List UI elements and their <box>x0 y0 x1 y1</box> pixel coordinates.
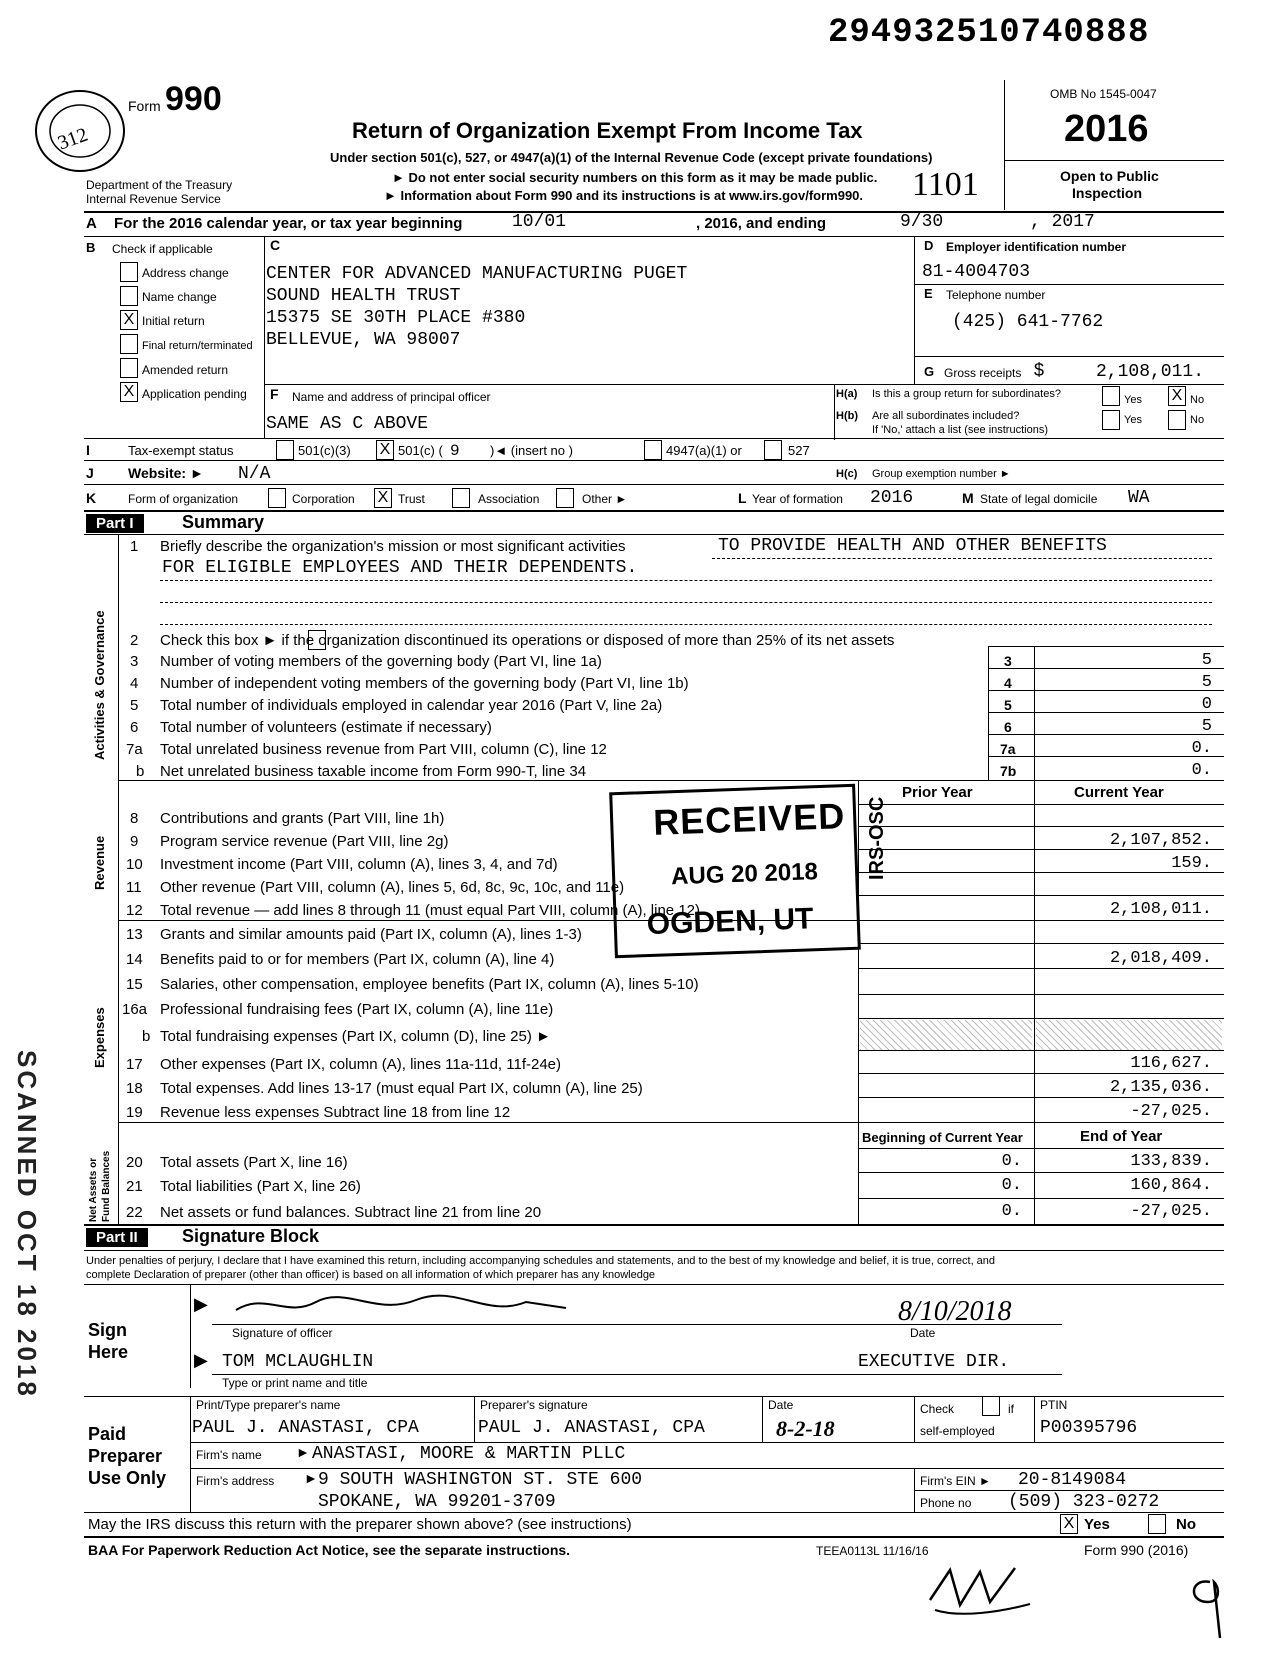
amended-return-checkbox[interactable] <box>120 358 138 378</box>
total-assets-end[interactable]: 133,839. <box>1130 1152 1212 1171</box>
hc-label: H(c) <box>836 468 858 480</box>
ssn-notice: ► Do not enter social security numbers on this form as it may be made public. <box>392 170 878 185</box>
line-j-label: J <box>86 465 94 481</box>
investment-income-current[interactable]: 159. <box>1171 854 1212 873</box>
irs-label: Internal Revenue Service <box>86 192 221 206</box>
discuss-no-label: No <box>1176 1516 1196 1533</box>
org-name-1[interactable]: CENTER FOR ADVANCED MANUFACTURING PUGET <box>266 264 688 284</box>
part2-title: Signature Block <box>182 1226 320 1246</box>
discontinued-checkbox[interactable] <box>308 630 326 650</box>
501c-label: 501(c) ( <box>398 443 443 458</box>
officer-name-value[interactable]: TOM MCLAUGHLIN <box>222 1352 374 1372</box>
mission-line-1[interactable]: TO PROVIDE HEALTH AND OTHER BENEFITS <box>718 536 1107 556</box>
tax-year-begin[interactable]: 10/01 <box>512 212 567 232</box>
year-formation-value[interactable]: 2016 <box>870 488 914 508</box>
form-number: 990 <box>165 80 222 118</box>
handwritten-initials-icon <box>920 1560 1040 1620</box>
line-i-label: I <box>86 442 90 458</box>
hb-label: H(b) <box>836 410 858 422</box>
exp-line-text: Professional fundraising fees (Part IX, column (A), line 11e) <box>160 1001 554 1018</box>
rev-line-text: Investment income (Part VIII, column (A), lines 3, 4, and 7d) <box>160 856 558 873</box>
employees-value[interactable]: 0 <box>1201 695 1212 714</box>
name-title-caption: Type or print name and title <box>222 1376 368 1390</box>
side-label-net-2: Fund Balances <box>101 1150 112 1222</box>
side-label-revenue: Revenue <box>92 835 107 890</box>
volunteers-value[interactable]: 5 <box>1201 717 1212 736</box>
preparer-signature-value[interactable]: PAUL J. ANASTASI, CPA <box>478 1418 705 1438</box>
handwritten-mark: 1101 <box>912 166 979 203</box>
name-change-label: Name change <box>142 290 217 304</box>
org-address-2[interactable]: BELLEVUE, WA 98007 <box>266 330 461 350</box>
col-begin-year: Beginning of Current Year <box>862 1130 1023 1145</box>
part2-tag: Part II <box>86 1228 148 1247</box>
check-if-applicable: Check if applicable <box>112 242 213 256</box>
initial-return-checkbox[interactable]: X <box>120 310 138 330</box>
phone-no-caption: Phone no <box>920 1496 972 1510</box>
hb-text-2: If 'No,' attach a list (see instructions) <box>872 424 1048 436</box>
open-to-public: Open to Public <box>1060 168 1159 184</box>
total-assets-begin[interactable]: 0. <box>1001 1152 1022 1171</box>
gov-line-text: Total number of individuals employed in calendar year 2016 (Part V, line 2a) <box>160 697 663 714</box>
voting-members-value[interactable]: 5 <box>1201 651 1212 670</box>
corporation-checkbox[interactable] <box>268 488 286 508</box>
hb-yes-checkbox[interactable] <box>1102 410 1120 430</box>
tax-year: 2016 <box>1064 108 1149 150</box>
officer-signature-icon[interactable] <box>226 1288 586 1324</box>
527-checkbox[interactable] <box>764 440 782 460</box>
received-stamp <box>609 784 861 958</box>
part1-title: Summary <box>182 512 265 532</box>
exp-line-text: Salaries, other compensation, employee benefits (Part IX, column (A), lines 5-10) <box>160 976 699 993</box>
preparer-name-caption: Print/Type preparer's name <box>196 1398 341 1412</box>
sign-label: Sign <box>88 1320 127 1340</box>
dept-treasury: Department of the Treasury <box>86 178 233 192</box>
exp-line-text: Total expenses. Add lines 13-17 (must equal Part IX, column (A), line 25) <box>160 1080 643 1097</box>
side-label-net-1: Net Assets or <box>88 1157 99 1222</box>
omb-number: OMB No 1545-0047 <box>1050 87 1157 101</box>
website-title: Website: ► <box>128 465 204 481</box>
application-pending-checkbox[interactable]: X <box>120 382 138 402</box>
phone-title: Telephone number <box>946 288 1046 302</box>
initial-return-label: Initial return <box>142 314 205 328</box>
instructions-notice: ► Information about Form 990 and its instructions is at www.irs.gov/form990. <box>384 188 864 203</box>
self-employed-caption: self-employed <box>920 1424 995 1438</box>
perjury-line-2: complete Declaration of preparer (other than officer) is based on all information of which preparer has any knowledge <box>86 1269 656 1281</box>
year-formation-title: Year of formation <box>752 492 843 506</box>
net-line-text: Net assets or fund balances. Subtract line 21 from line 20 <box>160 1204 542 1221</box>
line-a-text: For the 2016 calendar year, or tax year beginning <box>114 215 463 232</box>
officer-date-value[interactable]: 8/10/2018 <box>898 1296 1012 1327</box>
org-address-1[interactable]: 15375 SE 30TH PLACE #380 <box>266 308 526 328</box>
501c-number[interactable]: 9 <box>450 442 460 460</box>
ein-title: Employer identification number <box>946 240 1127 254</box>
tax-year-end-year: , 2017 <box>1030 212 1095 232</box>
form-of-org-title: Form of organization <box>128 492 239 506</box>
gross-title: Gross receipts <box>944 366 1022 380</box>
officer-title: Name and address of principal officer <box>292 390 491 404</box>
gov-line-text: Total unrelated business revenue from Part VIII, column (C), line 12 <box>160 741 607 758</box>
line-m-label: M <box>962 490 974 506</box>
total-revenue-current[interactable]: 2,108,011. <box>1109 900 1212 919</box>
tax-exempt-title: Tax-exempt status <box>128 443 234 458</box>
line-l-label: L <box>738 490 747 506</box>
4947-label: 4947(a)(1) or <box>666 443 742 458</box>
discuss-yes-label: Yes <box>1084 1516 1110 1533</box>
corporation-label: Corporation <box>292 492 355 506</box>
rev-line-text: Program service revenue (Part VIII, line 2g) <box>160 833 449 850</box>
trust-label: Trust <box>398 492 425 506</box>
exp-line-text: Revenue less expenses Subtract line 18 from line 12 <box>160 1104 511 1121</box>
ptin-caption: PTIN <box>1040 1398 1068 1412</box>
footer-baa: BAA For Paperwork Reduction Act Notice, see the separate instructions. <box>88 1542 571 1558</box>
association-label: Association <box>478 492 540 506</box>
side-label-expenses: Expenses <box>92 1007 107 1068</box>
firm-ein-caption: Firm's EIN ► <box>920 1474 991 1488</box>
gross-receipts-value[interactable]: 2,108,011. <box>1096 362 1205 382</box>
line-k-label: K <box>86 490 97 506</box>
rev-line-text: Total revenue — add lines 8 through 11 (must equal Part VIII, column (A), line 12) <box>160 902 700 919</box>
preparer-date-caption: Date <box>768 1398 794 1412</box>
final-return-label: Final return/terminated <box>142 340 253 352</box>
net-line-text: Total liabilities (Part X, line 26) <box>160 1178 361 1195</box>
firm-address-2[interactable]: SPOKANE, WA 99201-3709 <box>318 1492 556 1512</box>
exp-line-text: Total fundraising expenses (Part IX, column (D), line 25) ► <box>160 1028 551 1045</box>
hb-yes-label: Yes <box>1124 414 1142 426</box>
inspection-label: Inspection <box>1072 185 1143 201</box>
part1-tag: Part I <box>86 514 144 533</box>
sign-arrow-icon: ▶ <box>194 1294 208 1314</box>
signature-caption: Signature of officer <box>232 1326 333 1340</box>
tax-year-end[interactable]: 9/30 <box>900 212 944 232</box>
line-a-label: A <box>86 215 97 232</box>
exp-line-text: Grants and similar amounts paid (Part IX, column (A), lines 1-3) <box>160 926 582 943</box>
benefits-paid-current[interactable]: 2,018,409. <box>1109 949 1212 968</box>
total-liabilities-end[interactable]: 160,864. <box>1130 1176 1212 1195</box>
net-assets-end[interactable]: -27,025. <box>1130 1202 1212 1221</box>
trust-checkbox[interactable]: X <box>374 488 392 508</box>
total-liabilities-begin[interactable]: 0. <box>1001 1176 1022 1195</box>
phone-value[interactable]: (425) 641-7762 <box>952 312 1104 332</box>
501c3-checkbox[interactable] <box>276 440 294 460</box>
firm-address-caption: Firm's address <box>196 1474 275 1488</box>
form-label: Form <box>128 98 161 114</box>
application-pending-label: Application pending <box>142 387 247 401</box>
mission-line-2[interactable]: FOR ELIGIBLE EMPLOYEES AND THEIR DEPENDENTS. <box>162 558 638 578</box>
program-service-current[interactable]: 2,107,852. <box>1109 831 1212 850</box>
line-f-label: F <box>270 386 279 402</box>
firm-address-1[interactable]: 9 SOUTH WASHINGTON ST. STE 600 <box>318 1470 643 1490</box>
paid-label: Paid <box>88 1424 127 1444</box>
footer-code: TEEA0113L 11/16/16 <box>816 1544 929 1558</box>
association-checkbox[interactable] <box>452 488 470 508</box>
line-b-label: B <box>86 240 96 255</box>
501c-checkbox[interactable]: X <box>376 440 394 460</box>
line-g-label: G <box>924 364 935 379</box>
seal-number: 312 <box>54 123 91 155</box>
page-number-mark-icon <box>1180 1568 1240 1648</box>
501c-insert: )◄ (insert no ) <box>490 443 573 458</box>
address-change-label: Address change <box>142 266 229 280</box>
org-name-2[interactable]: SOUND HEALTH TRUST <box>266 286 461 306</box>
dln-suffix: 8 <box>1128 14 1149 52</box>
independent-members-value[interactable]: 5 <box>1201 673 1212 692</box>
gov-line-text: Number of independent voting members of the governing body (Part VI, line 1b) <box>160 675 689 692</box>
perjury-line-1: Under penalties of perjury, I declare that I have examined this return, including accompanying schedules and statements, and to the best of my knowledge and belief, it is true, correct, and <box>86 1255 996 1267</box>
exp-line-text: Other expenses (Part IX, column (A), lines 11a-11d, 11f-24e) <box>160 1056 562 1073</box>
gov-line-text: Number of voting members of the governing body (Part VI, line 1a) <box>160 653 602 670</box>
discuss-yes-checkbox[interactable]: X <box>1060 1514 1078 1534</box>
ha-no-checkbox[interactable]: X <box>1168 386 1186 406</box>
received-city: OGDEN, UT <box>646 902 814 942</box>
firm-address-arrow-icon: ► <box>304 1470 318 1486</box>
date-caption: Date <box>910 1326 936 1340</box>
501c3-label: 501(c)(3) <box>298 443 351 458</box>
4947-checkbox[interactable] <box>644 440 662 460</box>
form-subtitle: Under section 501(c), 527, or 4947(a)(1) of the Internal Revenue Code (except private foundations) <box>330 150 933 165</box>
rev-line-text: Other revenue (Part VIII, column (A), lines 5, 6d, 8c, 9c, 10c, and 11e) <box>160 879 625 896</box>
hb-text-1: Are all subordinates included? <box>872 410 1020 422</box>
exp-line-text: Benefits paid to or for members (Part IX, column (A), line 4) <box>160 951 555 968</box>
col-end-year: End of Year <box>1080 1128 1163 1145</box>
net-assets-begin[interactable]: 0. <box>1001 1202 1022 1221</box>
form-title: Return of Organization Exempt From Income Tax <box>352 118 863 143</box>
shaded-prior-16b <box>860 1020 1032 1050</box>
line-a-mid: , 2016, and ending <box>696 215 827 232</box>
other-checkbox[interactable] <box>556 488 574 508</box>
ein-value[interactable]: 81-4004703 <box>922 262 1031 282</box>
firm-name-value[interactable]: ANASTASI, MOORE & MARTIN PLLC <box>312 1444 626 1464</box>
col-prior-year: Prior Year <box>902 784 973 801</box>
name-arrow-icon: ▶ <box>194 1350 208 1370</box>
unrelated-revenue-value[interactable]: 0. <box>1191 739 1212 758</box>
name-change-checkbox[interactable] <box>120 286 138 306</box>
gross-currency: $ <box>1034 360 1045 380</box>
footer-form: Form 990 (2016) <box>1084 1542 1189 1558</box>
gov-line-text: Net unrelated business taxable income from Form 990-T, line 34 <box>160 763 587 780</box>
rev-line-text: Contributions and grants (Part VIII, line 1h) <box>160 810 445 827</box>
firm-arrow-icon: ► <box>296 1444 310 1460</box>
scanned-stamp: SCANNED OCT 18 2018 <box>12 1050 42 1399</box>
hb-no-label: No <box>1190 414 1205 426</box>
use-only-label: Use Only <box>88 1468 167 1488</box>
side-label-governance: Activities & Governance <box>92 610 107 760</box>
ha-no-label: No <box>1190 394 1205 406</box>
website-value[interactable]: N/A <box>238 464 271 484</box>
527-label: 527 <box>788 443 810 458</box>
here-label: Here <box>88 1342 129 1362</box>
document-locator-number: 29493251074088 <box>828 14 1128 52</box>
officer-value[interactable]: SAME AS C ABOVE <box>266 414 429 434</box>
if-caption: if <box>1008 1402 1014 1416</box>
preparer-sig-caption: Preparer's signature <box>480 1398 588 1412</box>
firm-ein-value[interactable]: 20-8149084 <box>1018 1470 1127 1490</box>
irs-osc-stamp: IRS-OSC <box>866 796 888 880</box>
ha-yes-label: Yes <box>1124 394 1142 406</box>
gov-line-text: Total number of volunteers (estimate if necessary) <box>160 719 492 736</box>
received-date: AUG 20 2018 <box>670 858 819 891</box>
preparer-date-value[interactable]: 8-2-18 <box>776 1416 835 1441</box>
address-change-checkbox[interactable] <box>120 262 138 282</box>
state-domicile-title: State of legal domicile <box>980 492 1098 506</box>
ptin-value[interactable]: P00395796 <box>1040 1418 1138 1438</box>
ha-yes-checkbox[interactable] <box>1102 386 1120 406</box>
state-domicile-value[interactable]: WA <box>1128 488 1150 508</box>
line-e-label: E <box>924 286 933 301</box>
ha-text: Is this a group return for subordinates? <box>872 388 1061 400</box>
preparer-phone-value[interactable]: (509) 323-0272 <box>1008 1492 1160 1512</box>
revenue-less-expenses-current[interactable]: -27,025. <box>1130 1102 1212 1121</box>
amended-return-label: Amended return <box>142 363 229 377</box>
check-caption: Check <box>920 1402 955 1416</box>
total-expenses-current[interactable]: 2,135,036. <box>1109 1078 1212 1097</box>
unrelated-taxable-income-value[interactable]: 0. <box>1191 761 1212 780</box>
preparer-label: Preparer <box>88 1446 163 1466</box>
net-line-text: Total assets (Part X, line 16) <box>160 1154 348 1171</box>
firm-name-caption: Firm's name <box>196 1448 262 1462</box>
other-expenses-current[interactable]: 116,627. <box>1130 1054 1212 1073</box>
hb-no-checkbox[interactable] <box>1168 410 1186 430</box>
final-return-checkbox[interactable] <box>120 334 138 354</box>
other-label: Other ► <box>582 492 628 506</box>
line-d-label: D <box>924 238 934 253</box>
received-text: RECEIVED <box>652 795 846 843</box>
hc-text: Group exemption number ► <box>872 468 1011 480</box>
preparer-name-value[interactable]: PAUL J. ANASTASI, CPA <box>192 1418 419 1438</box>
col-current-year: Current Year <box>1074 784 1164 801</box>
mission-label: Briefly describe the organization's mission or most significant activities <box>160 538 626 555</box>
line-2-text: Check this box ► if the organization discontinued its operations or disposed of more than 25% of its net assets <box>160 632 895 649</box>
shaded-current-16b <box>1036 1020 1222 1050</box>
self-employed-checkbox[interactable] <box>982 1396 1000 1416</box>
discuss-question: May the IRS discuss this return with the preparer shown above? (see instructions) <box>88 1516 632 1533</box>
ha-label: H(a) <box>836 388 858 400</box>
discuss-no-checkbox[interactable] <box>1148 1514 1166 1534</box>
line-c-label: C <box>270 237 281 253</box>
officer-title-value[interactable]: EXECUTIVE DIR. <box>858 1352 1010 1372</box>
